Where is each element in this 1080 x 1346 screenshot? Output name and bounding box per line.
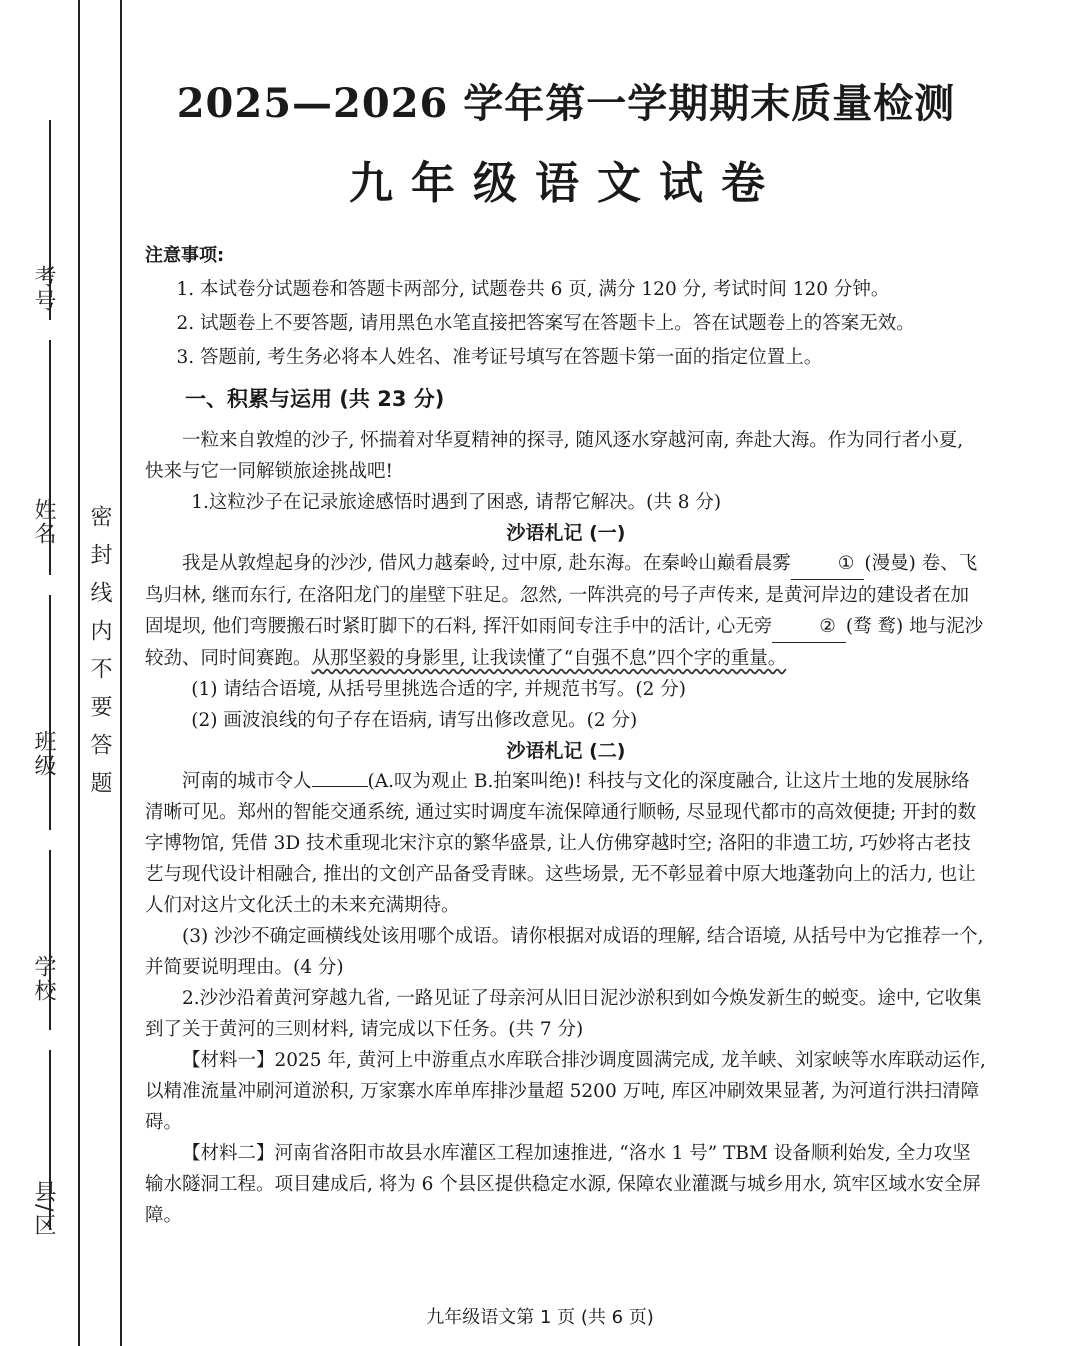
class-rule (49, 595, 51, 830)
question-1-1: (1) 请结合语境, 从括号里挑选合适的字, 并规范书写。(2 分) (191, 679, 686, 700)
exam-page (145, 72, 987, 1231)
note-1-text-a: 我是从敦煌起身的沙沙, 借风力越秦岭, 过中原, 赴东海。在秦岭山巅看晨雾 (182, 553, 791, 574)
binding-line-inner (120, 0, 122, 1346)
blank-1: ① (791, 548, 865, 580)
county-label: 县/区 (31, 1180, 56, 1238)
binding-line-outer (78, 0, 80, 1346)
note-1-text-c: (骛 鹜) 地与泥沙较劲、同时间赛跑。 (145, 616, 984, 669)
question-1: 1.这粒沙子在记录旅途感悟时遇到了困惑, 请帮它解决。(共 8 分) (191, 492, 722, 513)
notice-item-2: 2. 试题卷上不要答题, 请用黑色水笔直接把答案写在答题卡上。答在试题卷上的答案无效。 (176, 313, 915, 334)
notice-heading: 注意事项: (145, 245, 225, 266)
notice-block (145, 239, 987, 375)
school-label: 学校 (31, 955, 56, 1003)
exam-subtitle: 九年级语文试卷 (349, 158, 783, 209)
note-1-text-b: (漫曼) 卷、飞鸟归林, 继而东行, 在洛阳龙门的崖壁下驻足。忽然, 一阵洪亮的号子声传来, 是黄河岸边的建设者在加固堤坝, 他们弯腰搬石时紧盯脚下的石料, 挥汗如雨间专注手中的活计, 心无旁 (145, 553, 978, 637)
notice-item-1: 1. 本试卷分试题卷和答题卡两部分, 试题卷共 6 页, 满分 120 分, 考试时间 120 分钟。 (176, 279, 890, 300)
note-1-passage (145, 548, 987, 674)
name-label: 姓名 (31, 498, 56, 546)
note-2-text-a: 河南的城市令人 (182, 771, 312, 792)
section-intro: 一粒来自敦煌的沙子, 怀揣着对华夏精神的探寻, 随风逐水穿越河南, 奔赴大海。作为同行者小夏, 快来与它一同解锁旅途挑战吧! (145, 430, 964, 482)
idiom-blank (312, 786, 368, 787)
material-2: 【材料二】河南省洛阳市故县水库灌区工程加速推进, “洛水 1 号” TBM 设备顺利始发, 全力攻坚输水隧洞工程。项目建成后, 将为 6 个县区提供稳定水源, 保障农业灌溉与城乡用水, 筑牢区域水安全屏障。 (145, 1143, 981, 1226)
note-2-passage (145, 766, 987, 921)
material-1: 【材料一】2025 年, 黄河上中游重点水库联合排沙调度圆满完成, 龙羊峡、刘家峡等水库联动运作, 以精准流量冲刷河道淤积, 万家寨水库单库排沙量超 5200 万吨, 库区冲刷效果显著, 为河道行洪扫清障碍。 (145, 1050, 986, 1133)
note-1-title: 沙语札记 (一) (506, 522, 626, 544)
page-footer: 九年级语文第 1 页 (共 6 页) (426, 1307, 654, 1328)
question-1-3: (3) 沙沙不确定画横线处该用哪个成语。请你根据对成语的理解, 结合语境, 从括号中为它推荐一个, 并简要说明理由。(4 分) (145, 926, 984, 978)
note-2-text-b: (A.叹为观止 B.拍案叫绝)! 科技与文化的深度融合, 让这片土地的发展脉络清晰可见。郑州的智能交通系统, 通过实时调度车流保障通行顺畅, 尽显现代都市的高效便捷; 开封的数字博物馆, 凭借 3D 技术重现北宋汴京的繁华盛景, 让人仿佛穿越时空; 洛阳的非遗工坊, 巧妙将古老技艺与现代设计相融合, 推出的文创产品备受青睐。这些场景, 无不彰显着中原大地蓬勃向上的活力, 也让人们对这片文化沃土的未来充满期待。 (145, 771, 977, 916)
exam-number-label: 考号 (31, 265, 56, 313)
note-2-title: 沙语札记 (二) (506, 740, 626, 762)
class-label: 班级 (31, 730, 56, 778)
section-heading: 一、积累与运用 (共 23 分) (185, 387, 445, 411)
blank-2: ② (772, 611, 846, 643)
seal-warning: 密封线内不要答题 (87, 505, 112, 809)
notice-item-3: 3. 答题前, 考生务必将本人姓名、准考证号填写在答题卡第一面的指定位置上。 (176, 347, 823, 368)
exam-title: 2025—2026 学年第一学期期末质量检测 (176, 80, 956, 127)
school-rule (49, 850, 51, 1030)
question-2: 2.沙沙沿着黄河穿越九省, 一路见证了母亲河从旧日泥沙淤积到如今焕发新生的蜕变。途中, 它收集到了关于黄河的三则材料, 请完成以下任务。(共 7 分) (145, 988, 982, 1040)
wavy-sentence: 从那坚毅的身影里, 让我读懂了“自强不息”四个字的重量。 (311, 648, 787, 669)
question-1-2: (2) 画波浪线的句子存在语病, 请写出修改意见。(2 分) (191, 710, 638, 731)
